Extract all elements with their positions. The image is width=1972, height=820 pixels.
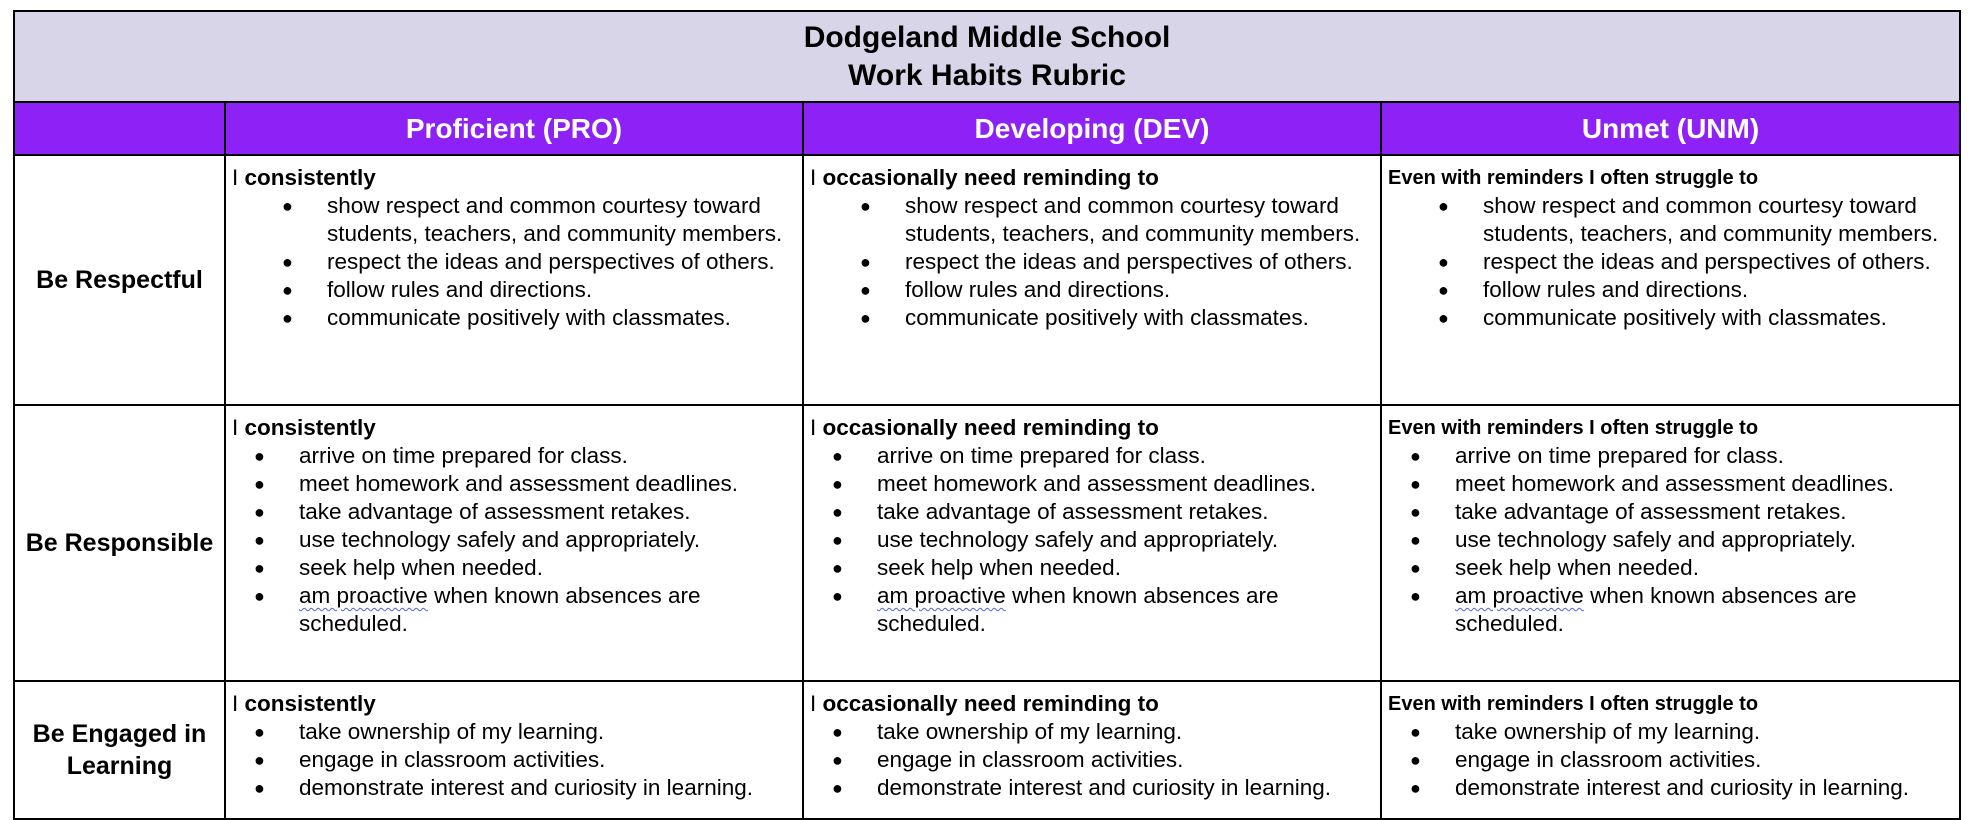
cell-engaged-unm bbox=[1381, 681, 1960, 819]
cell-responsible-pro bbox=[225, 405, 803, 681]
list-item: ● demonstrate interest and curiosity in learning. bbox=[254, 775, 753, 800]
lead-unm: Even with reminders I often struggle to bbox=[1388, 167, 1759, 189]
list-item: ● communicate positively with classmates. bbox=[282, 305, 731, 330]
list-item: ● seek help when needed. bbox=[832, 555, 1121, 580]
cell-respectful-dev bbox=[803, 155, 1381, 405]
cell-respectful-pro bbox=[225, 155, 803, 405]
criteria-list bbox=[232, 192, 796, 332]
list-item: ● arrive on time prepared for class. bbox=[1410, 443, 1784, 468]
lead-unm: Even with reminders I often struggle to bbox=[1388, 417, 1759, 439]
list-item: ● am proactive when known absences are scheduled. bbox=[1410, 583, 1857, 636]
list-item: ● take advantage of assessment retakes. bbox=[832, 499, 1269, 524]
spellcheck-underlined-text: am proactive bbox=[1455, 583, 1584, 608]
list-item: ● follow rules and directions. bbox=[1438, 277, 1749, 302]
criteria-list bbox=[810, 718, 1374, 802]
lead-dev: I occasionally need reminding to bbox=[810, 691, 1159, 716]
table-row bbox=[14, 681, 1960, 819]
list-item: ● seek help when needed. bbox=[254, 555, 543, 580]
criteria-list bbox=[232, 718, 796, 802]
list-item: ● seek help when needed. bbox=[1410, 555, 1699, 580]
table-row bbox=[14, 155, 1960, 405]
lead-dev: I occasionally need reminding to bbox=[810, 415, 1159, 440]
list-item: ● use technology safely and appropriately. bbox=[1410, 527, 1857, 552]
list-item: ● am proactive when known absences are scheduled. bbox=[254, 583, 701, 636]
spellcheck-underlined-text: am proactive bbox=[299, 583, 428, 608]
list-item: ● take ownership of my learning. bbox=[1410, 719, 1761, 744]
header-proficient: Proficient (PRO) bbox=[225, 102, 803, 155]
list-item: ● engage in classroom activities. bbox=[832, 747, 1184, 772]
work-habits-rubric-table bbox=[13, 10, 1961, 820]
list-item: ● use technology safely and appropriately. bbox=[832, 527, 1279, 552]
list-item: ● follow rules and directions. bbox=[860, 277, 1171, 302]
list-item: ● respect the ideas and perspectives of others. bbox=[282, 249, 775, 274]
list-item: ● engage in classroom activities. bbox=[254, 747, 606, 772]
list-item: ● take advantage of assessment retakes. bbox=[254, 499, 691, 524]
list-item: ● meet homework and assessment deadlines. bbox=[1410, 471, 1894, 496]
list-item: ● respect the ideas and perspectives of others. bbox=[1438, 249, 1931, 274]
list-item: ● communicate positively with classmates. bbox=[860, 305, 1309, 330]
list-item: ● demonstrate interest and curiosity in learning. bbox=[1410, 775, 1909, 800]
title-line-school: Dodgeland Middle School bbox=[803, 20, 1171, 54]
criteria-list bbox=[1388, 718, 1953, 802]
criterion-engaged: Be Engaged in Learning bbox=[14, 681, 225, 819]
cell-responsible-unm bbox=[1381, 405, 1960, 681]
lead-pro: I consistently bbox=[232, 691, 376, 716]
criteria-list bbox=[232, 442, 796, 638]
list-item: ● communicate positively with classmates. bbox=[1438, 305, 1887, 330]
list-item: ● show respect and common courtesy toward students, teachers, and community members. bbox=[1438, 193, 1939, 246]
list-item: ● respect the ideas and perspectives of others. bbox=[860, 249, 1353, 274]
title-line-rubric: Work Habits Rubric bbox=[848, 58, 1126, 92]
lead-pro: I consistently bbox=[232, 415, 376, 440]
criteria-list bbox=[810, 442, 1374, 638]
criterion-responsible: Be Responsible bbox=[14, 405, 225, 681]
cell-engaged-dev bbox=[803, 681, 1381, 819]
lead-pro: I consistently bbox=[232, 165, 376, 190]
list-item: ● use technology safely and appropriately. bbox=[254, 527, 701, 552]
header-unmet: Unmet (UNM) bbox=[1381, 102, 1960, 155]
list-item: ● demonstrate interest and curiosity in learning. bbox=[832, 775, 1331, 800]
list-item: ● meet homework and assessment deadlines. bbox=[254, 471, 738, 496]
cell-responsible-dev bbox=[803, 405, 1381, 681]
criterion-respectful: Be Respectful bbox=[14, 155, 225, 405]
rubric-title bbox=[14, 11, 1960, 102]
cell-engaged-pro bbox=[225, 681, 803, 819]
list-item: ● am proactive when known absences are scheduled. bbox=[832, 583, 1279, 636]
list-item: ● take ownership of my learning. bbox=[254, 719, 605, 744]
list-item: ● show respect and common courtesy toward students, teachers, and community members. bbox=[282, 193, 783, 246]
criteria-list bbox=[810, 192, 1374, 332]
list-item: ● show respect and common courtesy toward students, teachers, and community members. bbox=[860, 193, 1361, 246]
header-developing: Developing (DEV) bbox=[803, 102, 1381, 155]
list-item: ● engage in classroom activities. bbox=[1410, 747, 1762, 772]
lead-unm: Even with reminders I often struggle to bbox=[1388, 693, 1759, 715]
list-item: ● arrive on time prepared for class. bbox=[832, 443, 1206, 468]
table-row bbox=[14, 405, 1960, 681]
list-item: ● take advantage of assessment retakes. bbox=[1410, 499, 1847, 524]
list-item: ● arrive on time prepared for class. bbox=[254, 443, 628, 468]
list-item: ● meet homework and assessment deadlines. bbox=[832, 471, 1316, 496]
lead-dev: I occasionally need reminding to bbox=[810, 165, 1159, 190]
criteria-list bbox=[1388, 192, 1953, 332]
header-blank bbox=[14, 102, 225, 155]
spellcheck-underlined-text: am proactive bbox=[877, 583, 1006, 608]
list-item: ● take ownership of my learning. bbox=[832, 719, 1183, 744]
cell-respectful-unm bbox=[1381, 155, 1960, 405]
list-item: ● follow rules and directions. bbox=[282, 277, 593, 302]
criteria-list bbox=[1388, 442, 1953, 638]
